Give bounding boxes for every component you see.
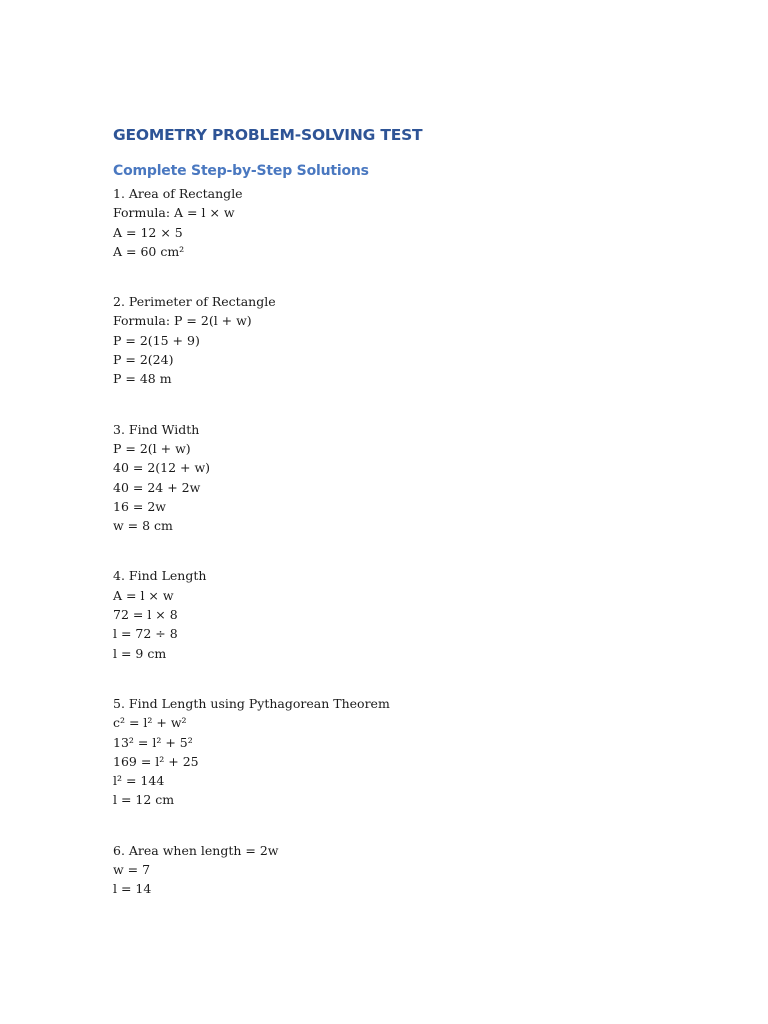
solution-step: P = 2(l + w) bbox=[113, 440, 191, 456]
solution-step: l = 14 bbox=[113, 881, 152, 897]
solution-step: P = 2(24) bbox=[113, 352, 174, 368]
solution-step: A = 60 cm² bbox=[113, 243, 185, 259]
solution-section-1 bbox=[113, 184, 390, 261]
document-subtitle: Complete Step-by-Step Solutions bbox=[113, 163, 369, 179]
solution-section-2 bbox=[113, 292, 390, 388]
solution-step: 40 = 24 + 2w bbox=[113, 479, 201, 495]
solution-section-5 bbox=[113, 694, 390, 810]
solution-step: 72 = l × 8 bbox=[113, 607, 178, 623]
solution-step: c² = l² + w² bbox=[113, 715, 187, 731]
solution-step: l = 12 cm bbox=[113, 792, 175, 808]
solution-section-6 bbox=[113, 841, 390, 899]
solution-step: P = 2(15 + 9) bbox=[113, 332, 200, 348]
solution-step: 13² = l² + 5² bbox=[113, 734, 193, 750]
section-heading: 4. Find Length bbox=[113, 568, 207, 584]
solution-step: w = 7 bbox=[113, 862, 151, 878]
section-heading: 3. Find Width bbox=[113, 421, 200, 437]
solution-step: l = 72 ÷ 8 bbox=[113, 626, 178, 642]
solution-section-3 bbox=[113, 420, 390, 536]
section-heading: 5. Find Length using Pythagorean Theorem bbox=[113, 695, 390, 711]
document-page bbox=[113, 0, 713, 1024]
solution-step: 40 = 2(12 + w) bbox=[113, 460, 211, 476]
solutions-list bbox=[113, 184, 390, 930]
solution-step: l² = 144 bbox=[113, 773, 165, 789]
solution-step: w = 8 cm bbox=[113, 518, 173, 534]
section-heading: 6. Area when length = 2w bbox=[113, 842, 279, 858]
solution-step: 16 = 2w bbox=[113, 498, 166, 514]
solution-step: 169 = l² + 25 bbox=[113, 753, 199, 769]
solution-step: P = 48 m bbox=[113, 371, 172, 387]
solution-step: A = l × w bbox=[113, 587, 174, 603]
solution-step: Formula: A = l × w bbox=[113, 205, 235, 221]
solution-section-4 bbox=[113, 566, 390, 662]
document-title: GEOMETRY PROBLEM-SOLVING TEST bbox=[113, 126, 423, 144]
section-heading: 2. Perimeter of Rectangle bbox=[113, 294, 276, 310]
section-heading: 1. Area of Rectangle bbox=[113, 186, 243, 201]
solution-step: l = 9 cm bbox=[113, 645, 167, 661]
solution-step: A = 12 × 5 bbox=[113, 224, 183, 240]
solution-step: Formula: P = 2(l + w) bbox=[113, 313, 252, 329]
